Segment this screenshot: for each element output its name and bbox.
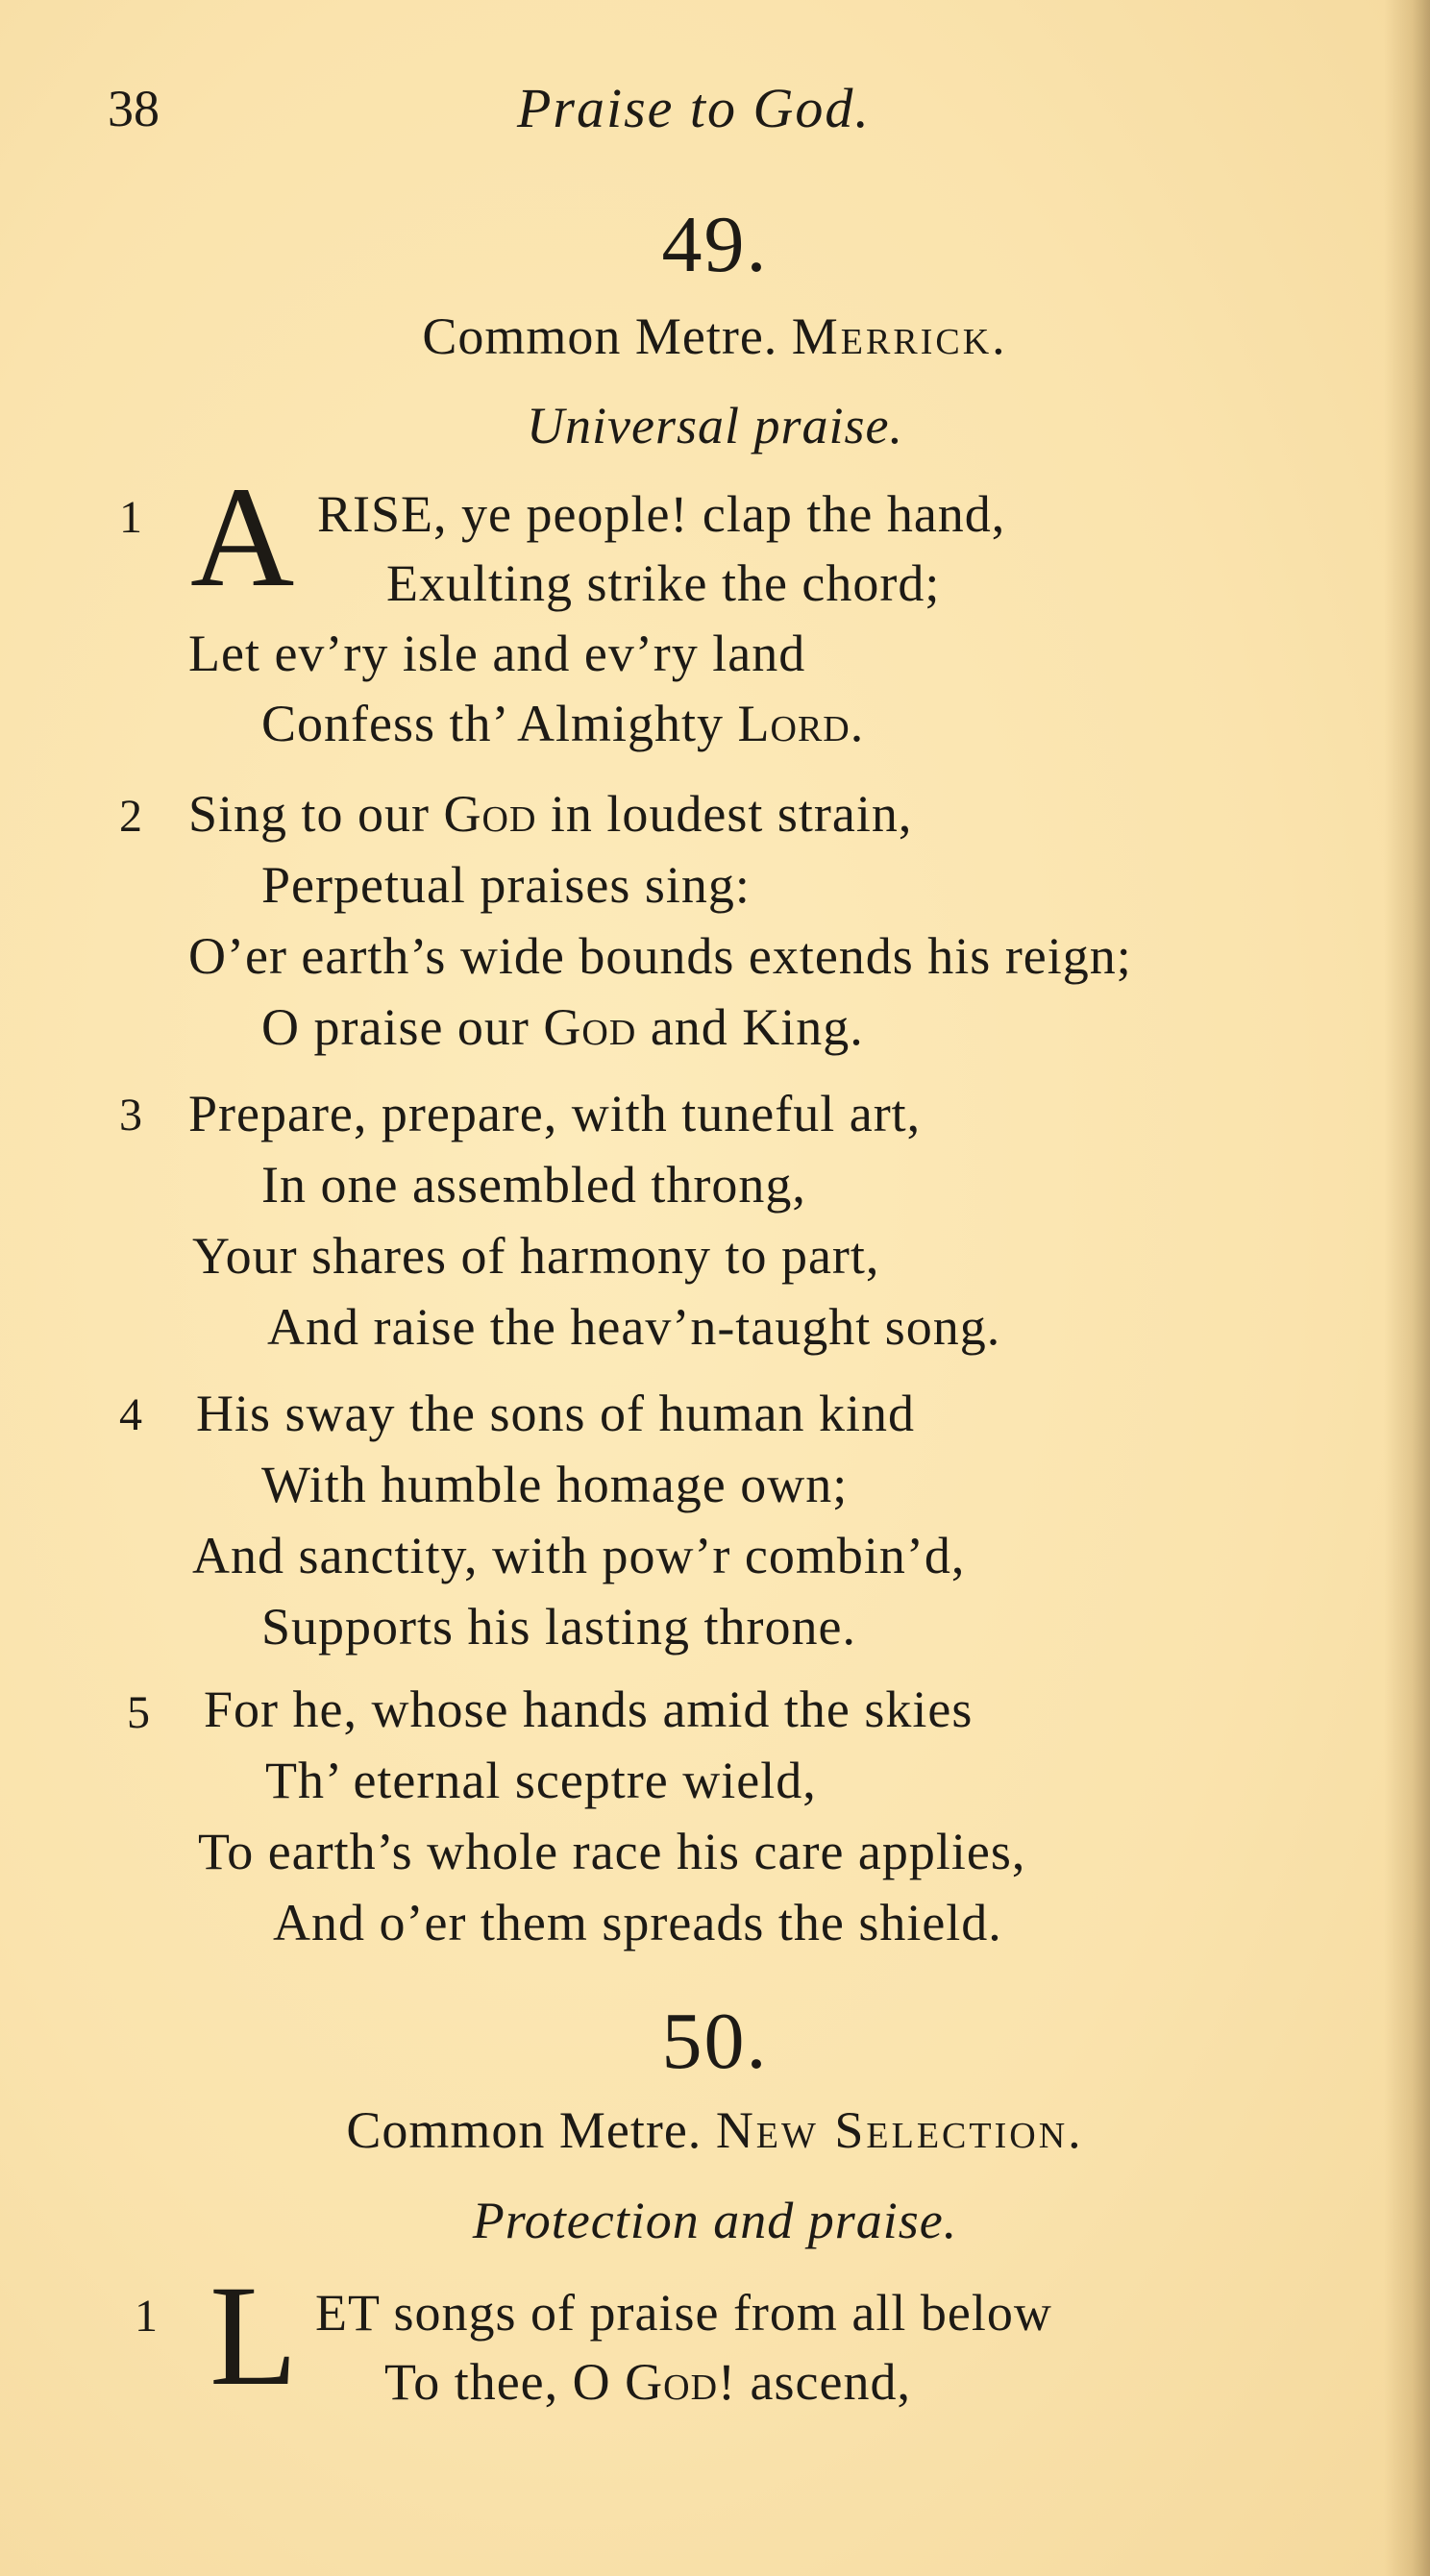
- hymn-number: 49.: [661, 200, 769, 289]
- drop-capital: L: [210, 2256, 298, 2416]
- verse-number: 4: [119, 1389, 142, 1440]
- verse-line: To earth’s whole race his care applies,: [198, 1823, 1026, 1880]
- verse-line: To thee, O God! ascend,: [384, 2353, 911, 2411]
- verse-line: O’er earth’s wide bounds extends his reign;: [188, 927, 1132, 985]
- verse-line: Prepare, prepare, with tuneful art,: [188, 1085, 922, 1142]
- verse-line: And sanctity, with pow’r combin’d,: [192, 1527, 966, 1584]
- verse-line: His sway the sons of human kind: [196, 1385, 915, 1442]
- verse-line: Supports his lasting throne.: [261, 1598, 856, 1656]
- verse-line: Th’ eternal sceptre wield,: [265, 1752, 817, 1809]
- verse-line: Exulting strike the chord;: [386, 554, 941, 612]
- verse-number: 1: [119, 492, 142, 543]
- hymn-metre: Common Metre.: [422, 307, 778, 365]
- drop-capital: A: [190, 457, 295, 617]
- verse-line: And raise the heav’n-taught song.: [267, 1298, 1001, 1356]
- verse-number: 3: [119, 1090, 142, 1141]
- verse-line: In one assembled throng,: [261, 1156, 806, 1214]
- running-title: Praise to God.: [517, 77, 871, 139]
- hymn-metre-line: [0, 2097, 1430, 2164]
- verse-line: Sing to our God in loudest strain,: [188, 785, 913, 843]
- hymn-author: Merrick.: [791, 307, 1008, 365]
- page-header: [0, 75, 1430, 142]
- hymn-author: New Selection.: [715, 2101, 1084, 2159]
- hymn-subject: Universal praise.: [527, 397, 903, 454]
- hymn-metre: Common Metre.: [346, 2101, 703, 2159]
- hymn-metre-line: [0, 303, 1430, 370]
- verse-number: 2: [119, 791, 142, 842]
- page-number: 38: [108, 80, 160, 137]
- verse-line: For he, whose hands amid the skies: [204, 1681, 974, 1738]
- verse-number: 1: [135, 2291, 158, 2342]
- verse-line: Perpetual praises sing:: [261, 856, 751, 914]
- verse-line: ET songs of praise from all below: [315, 2284, 1052, 2342]
- verse-line: Your shares of harmony to part,: [192, 1227, 880, 1285]
- verse-line: Let ev’ry isle and ev’ry land: [188, 625, 806, 682]
- verse-line: With humble homage own;: [261, 1456, 849, 1513]
- verse-line: RISE, ye people! clap the hand,: [317, 485, 1006, 543]
- hymn-subject: Protection and praise.: [472, 2192, 958, 2249]
- verse-line: Confess th’ Almighty Lord.: [261, 695, 865, 752]
- verse-line: O praise our God and King.: [261, 998, 864, 1056]
- hymn-number: 50.: [661, 1997, 769, 2086]
- verse-line: And o’er them spreads the shield.: [273, 1894, 1002, 1951]
- verse-number: 5: [127, 1687, 150, 1738]
